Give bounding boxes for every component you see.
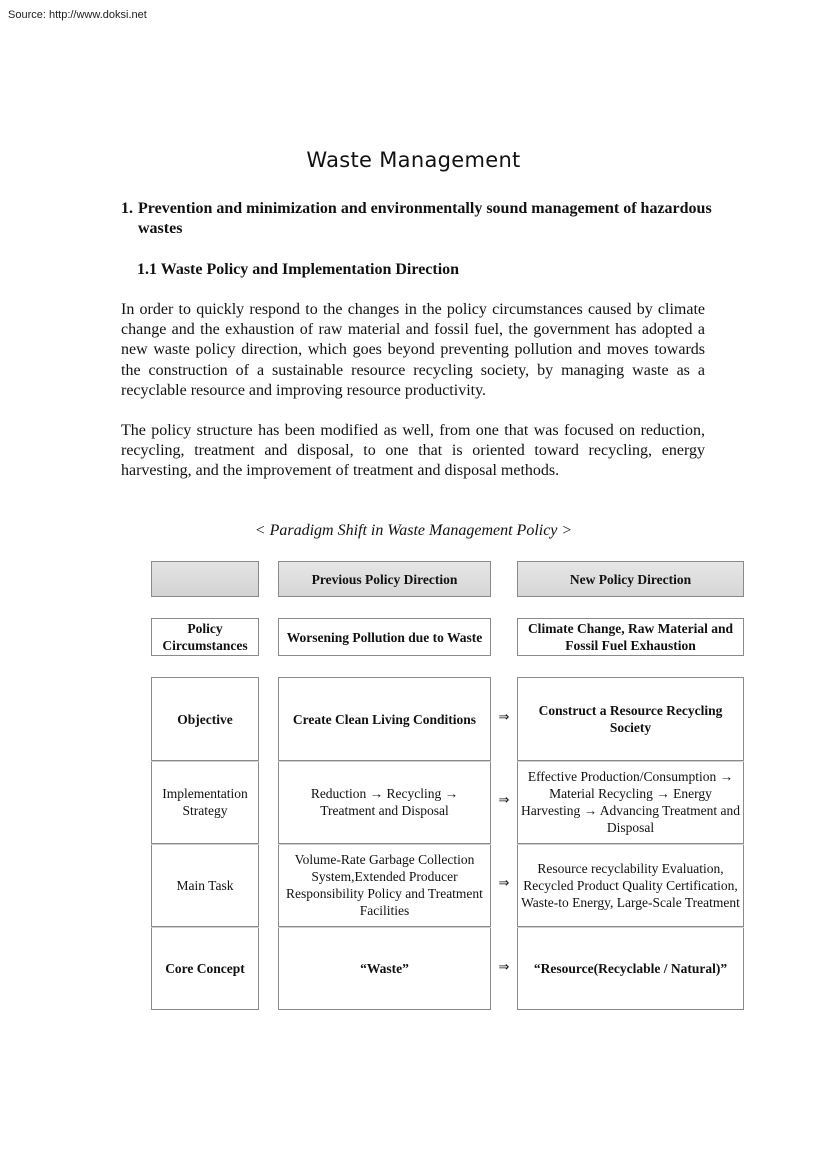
core-concept-label: Core Concept — [165, 960, 245, 976]
paragraph-1: In order to quickly respond to the changes in the policy circumstances caused by climate change and the exhaustion of raw material and fossil fuel, the government has adopted a new waste policy direction, which goes beyond preventing pollution and moves towards the construction of a sustainable resource recycling society, by managing waste as a recyclable resource and improving resource productivity. — [121, 301, 705, 399]
objective-new: Construct a Resource Recycling Society — [538, 703, 723, 735]
source-url: Source: http://www.doksi.net — [8, 9, 147, 21]
main-task-new: Resource recyclability Evaluation, Recycled Product Quality Certification, Waste-to Energy, Large-Scale Treatment — [521, 860, 740, 910]
strategy-previous: Reduction → Recycling → Treatment and Disposal — [310, 786, 459, 818]
page-title: Waste Management — [306, 148, 521, 172]
arrow-icon: ⇒ — [498, 710, 510, 725]
arrow-icon: ⇒ — [498, 960, 510, 975]
arrow-icon: ⇒ — [498, 876, 510, 891]
main-task-previous: Volume-Rate Garbage Collection System,Extended Producer Responsibility Policy and Treatment Facilities — [286, 852, 483, 918]
core-concept-new: “Resource(Recyclable / Natural)” — [533, 960, 728, 976]
header-new-direction: New Policy Direction — [517, 561, 744, 597]
circumstances-new: Climate Change, Raw Material and Fossil Fuel Exhaustion — [517, 618, 744, 656]
objective-previous: Create Clean Living Conditions — [292, 711, 477, 727]
header-empty-cell — [151, 561, 259, 597]
arrow-icon: ⇒ — [498, 793, 510, 808]
circumstances-previous: Worsening Pollution due to Waste — [278, 618, 491, 656]
header-previous-direction: Previous Policy Direction — [278, 561, 491, 597]
main-task-label: Main Task — [176, 877, 234, 893]
strategy-new: Effective Production/Consumption → Material Recycling → Energy Harvesting → Advancing Treatment and Disposal — [521, 769, 740, 835]
core-concept-previous: “Waste” — [360, 960, 409, 976]
strategy-label: Implementation Strategy — [162, 786, 248, 818]
paragraph-2: The policy structure has been modified as well, from one that was focused on reduction, recycling, treatment and disposal, to one that is oriented toward recycling, energy harvesting, and the improvement of treatment and disposal methods. — [121, 422, 705, 480]
circumstances-label: Policy Circumstances — [151, 618, 259, 656]
objective-label: Objective — [177, 711, 233, 727]
section-number: 1. — [121, 200, 133, 217]
section-heading — [121, 199, 721, 239]
table-caption: < Paradigm Shift in Waste Management Policy > — [254, 522, 573, 539]
subsection-heading: 1.1 Waste Policy and Implementation Direction — [137, 261, 460, 278]
section-heading-text: Prevention and minimization and environmentally sound management of hazardous wastes — [138, 200, 712, 237]
